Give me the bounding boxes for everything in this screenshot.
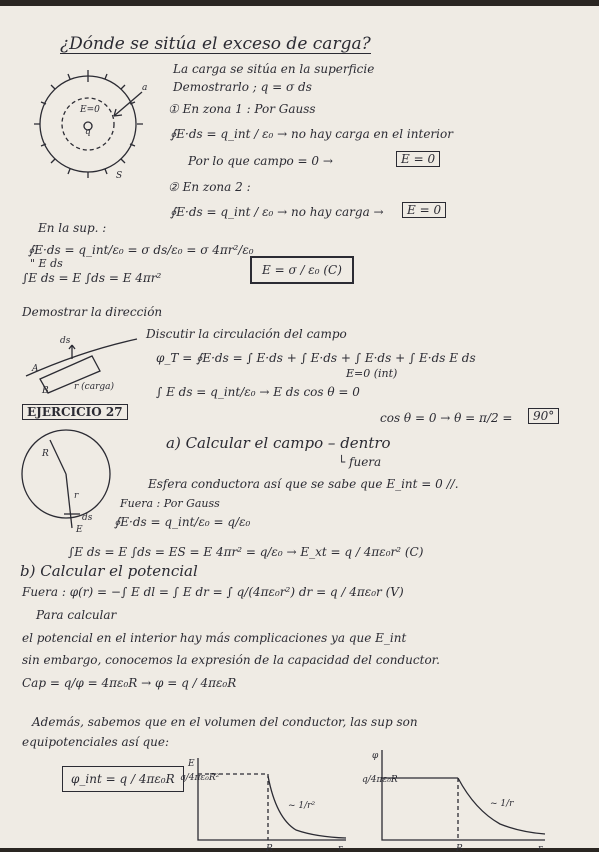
- direccion-heading: Demostrar la dirección: [22, 305, 163, 319]
- b-cap-equation: Cap = q/φ = 4πε₀R → φ = q / 4πε₀R: [22, 676, 237, 690]
- closing-line-1: Además, sabemos que en el volumen del conductor, las sup son: [32, 715, 418, 729]
- direccion-fig-label-carga: r (carga): [74, 382, 115, 392]
- direccion-subheading: Discutir la circulación del campo: [146, 327, 347, 341]
- fig1-label-s: S: [116, 171, 123, 181]
- superficie-equation-1-sub: " E ds: [30, 257, 63, 270]
- zona2-heading: ② En zona 2 :: [168, 180, 251, 194]
- notebook-page: [0, 6, 599, 852]
- superficie-result-box: E = σ / ε₀ (C): [250, 256, 354, 284]
- direccion-figure: [22, 331, 147, 396]
- graph-e-x-label: r: [338, 844, 343, 852]
- superficie-label: En la sup. :: [38, 221, 107, 235]
- zona2-equation: ∮E·ds = q_int / ε₀ → no hay carga →: [170, 205, 384, 219]
- intro-line-1: La carga se sitúa en la superficie: [173, 62, 375, 76]
- graph-phi-x-tick: R: [456, 844, 463, 852]
- b-title: b) Calcular el potencial: [20, 562, 198, 580]
- direccion-equation-1-note: E=0 (int): [346, 367, 398, 380]
- fig1-label-q: q: [85, 127, 91, 137]
- direccion-fig-label-ds: ds: [60, 336, 71, 346]
- graph-e-y-label: E: [188, 759, 195, 769]
- zona1-conclusion: Por lo que campo = 0 →: [188, 154, 333, 168]
- b-fuera-equation: Fuera : φ(r) = −∫ E dl = ∫ E dr = ∫ q/(4πε₀r²) dr = q / 4πε₀r (V): [22, 585, 404, 599]
- page-title: ¿Dónde se sitúa el exceso de carga?: [60, 34, 371, 54]
- graph-e-vs-r: [180, 758, 356, 852]
- ejercicio-fig-label-r-upper: R: [42, 449, 49, 459]
- sphere-charge-figure: [30, 64, 160, 184]
- b-line-2: sin embargo, conocemos la expresión de la capacidad del conductor.: [22, 653, 440, 667]
- direccion-fig-label-a: A: [32, 364, 39, 374]
- ejercicio-a-title: a) Calcular el campo – dentro: [166, 434, 391, 452]
- zona2-result-box: E = 0: [402, 202, 446, 218]
- fig1-label-a: a: [142, 83, 148, 93]
- direccion-equation-3: cos θ = 0 → θ = π/2 =: [380, 411, 513, 425]
- zona1-heading: ① En zona 1 : Por Gauss: [168, 102, 316, 116]
- graph-phi-curve-label: ~ 1/r: [490, 799, 514, 809]
- closing-phi-int-box: φ_int = q / 4πε₀R: [62, 766, 184, 792]
- zona1-result-box: E = 0: [396, 151, 440, 167]
- superficie-equation-1: ∮E·ds = q_int/ε₀ = σ ds/ε₀ = σ 4πr²/ε₀: [28, 243, 254, 257]
- ejercicio-fig-label-r: r: [74, 491, 79, 501]
- ejercicio-fig-label-ds: ds: [82, 513, 93, 523]
- ejercicio-label: EJERCICIO 27: [22, 404, 128, 420]
- b-para-text: Para calcular: [36, 608, 117, 622]
- graph-e-x-tick: R: [266, 844, 273, 852]
- graph-e-curve-label: ~ 1/r²: [288, 801, 316, 811]
- superficie-equation-2: ∫E ds = E ∫ds = E 4πr²: [22, 271, 162, 285]
- b-line-1: el potencial en el interior hay más complicaciones ya que E_int: [22, 631, 407, 645]
- direccion-equation-2: ∫ E ds = q_int/ε₀ → E ds cos θ = 0: [156, 385, 360, 399]
- ejercicio-a-title-2: └ fuera: [338, 455, 382, 469]
- direccion-fig-label-b: B: [42, 386, 49, 396]
- closing-line-2: equipotenciales así que:: [22, 735, 170, 749]
- fig1-label-e: E=0: [80, 105, 100, 115]
- ejercicio-fuera-label: Fuera : Por Gauss: [120, 497, 220, 510]
- direccion-equation-1: φ_T = ∮E·ds = ∫ E·ds + ∫ E·ds + ∫ E·ds + ∫ E·ds E ds: [156, 351, 476, 365]
- ejercicio-fuera-equation: ∮E·ds = q_int/ε₀ = q/ε₀: [114, 515, 251, 529]
- ejercicio-fuera-equation-2: ∫E ds = E ∫ds = ES = E 4πr² = q/ε₀ → E_xt = q / 4πε₀r² (C): [68, 545, 424, 559]
- direccion-result-box: 90°: [528, 408, 559, 424]
- ejercicio-fig-label-e: E: [76, 525, 83, 535]
- graph-phi-y-tick: q/4πε₀R: [362, 775, 398, 785]
- intro-line-2: Demostrarlo ; q = σ ds: [173, 80, 312, 94]
- graph-phi-y-label: φ: [372, 751, 379, 761]
- ejercicio-esfera-text: Esfera conductora así que se sabe que E_int = 0 //.: [148, 477, 459, 491]
- graph-phi-x-label: r: [538, 844, 543, 852]
- zona1-equation: ∮E·ds = q_int / ε₀ → no hay carga en el interior: [170, 127, 453, 141]
- graph-e-y-tick: q/4πε₀R²: [180, 773, 220, 783]
- graph-phi-vs-r: [362, 750, 555, 852]
